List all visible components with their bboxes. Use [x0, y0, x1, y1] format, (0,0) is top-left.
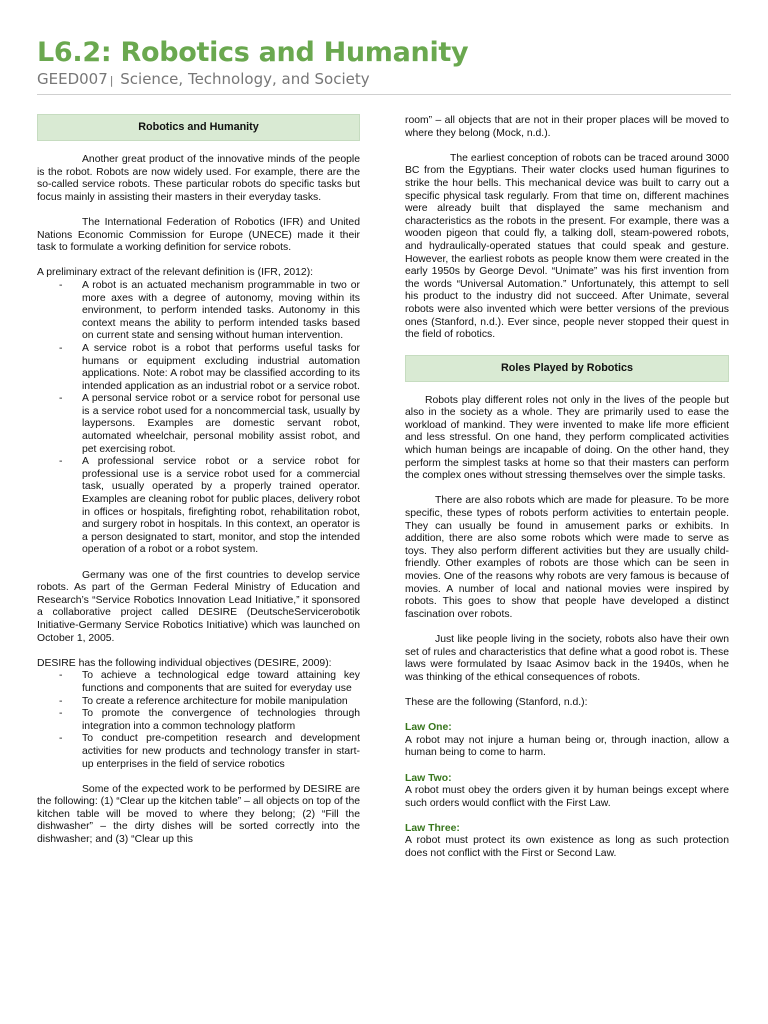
list-item: [59, 708, 360, 733]
title-code: L6.2:: [37, 37, 112, 68]
paragraph: The earliest conception of robots can be traced around 3000 BC from the Egyptians. Their water clocks used human figurines to strike the hour bells. This mechanical device was built to carry out a specific physical task regularly. From that time on, different machines were already built that displayed the same mechanism and characteristics as the robots in the present. For example, there was a wooden pigeon that could fly, a talking doll, steam-powered robots, and hydraulically-operated statues that could speak and gesture. However, the earliest robots as people know them were created in the early 1950s by George Devol. “Unimate” was his first invention from the words “Universal Automation.” Unfortunately, this attempt to sell his product to the industry did not succeed. After Unimate, several robots were also invented which were better versions of the previous ones (Stanford, n.d.). Ever since, people never stopped their quest in the field of robotics.: [405, 152, 729, 341]
right-column: [405, 115, 729, 873]
list-item: [59, 342, 360, 393]
dash-bullet: -: [59, 708, 63, 720]
left-column: [37, 114, 360, 859]
list-item: [59, 393, 360, 456]
objectives-list: [37, 670, 360, 771]
header-divider: [37, 94, 731, 95]
list-item: [59, 733, 360, 771]
law-text: A robot may not injure a human being or, through inaction, allow a human being to come to harm.: [405, 734, 729, 759]
paragraph: There are also robots which are made for pleasure. To be more specific, these types of robots perform activities to entertain people. They can usually be found in amusement parks or exhibits. In addition, there are also some robots which were made to serve as toys. They also perform different activities but they are usually child-friendly. Other examples of robots are those which can be seen in movies. One of the reasons why robots are very famous is because of movies. A number of local and national movies were inspired by robots. This goes to show that people have developed a distinct fascination over robots.: [405, 495, 729, 620]
law-heading: Law Three:: [405, 822, 460, 834]
section-banner-robotics-and-humanity: Robotics and Humanity: [37, 114, 360, 141]
list-item-text: To promote the convergence of technologies through integration into a common technology platform: [82, 708, 360, 732]
dash-bullet: -: [59, 279, 63, 291]
dash-bullet: -: [59, 733, 63, 745]
law-text: A robot must obey the orders given it by human beings except where such orders would conflict with the First Law.: [405, 785, 729, 809]
course-code: GEED007: [37, 70, 108, 88]
list-item-text: To conduct pre-competition research and development activities for new products and technology transfer in start-up enterprises in the field of service robotics: [82, 733, 360, 770]
law-text: A robot must protect its own existence as long as such protection does not conflict with the First or Second Law.: [405, 835, 729, 860]
dash-bullet: -: [59, 695, 63, 707]
law-heading: Law Two:: [405, 772, 452, 784]
list-item: [59, 456, 360, 557]
list-item-text: A service robot is a robot that performs useful tasks for humans or equipment excluding industrial automation applications. Note: A robot may be classified according to its intended application as an industrial robot or a service robot.: [82, 342, 360, 392]
definition-list: [37, 280, 360, 557]
dash-bullet: -: [59, 456, 63, 468]
title-text: Robotics and Humanity: [120, 37, 469, 68]
paragraph: A preliminary extract of the relevant definition is (IFR, 2012):: [37, 267, 314, 279]
list-item: [59, 670, 360, 695]
law-heading: Law One:: [405, 722, 452, 734]
course-name: Science, Technology, and Society: [120, 70, 370, 88]
list-item-text: To create a reference architecture for mobile manipulation: [82, 695, 348, 707]
paragraph: The International Federation of Robotics (IFR) and United Nations Economic Commission for Europe (UNECE) made it their task to formulate a working definition for service robots.: [37, 216, 360, 254]
dash-bullet: -: [59, 670, 63, 682]
dash-bullet: -: [59, 393, 63, 405]
dash-bullet: -: [59, 342, 63, 354]
paragraph: Just like people living in the society, robots also have their own set of rules and characteristics that define what a good robot is. These laws were formulated by Isaac Asimov back in the 1940s, when he was thinking of the ethical consequences of robots.: [405, 633, 729, 683]
list-item-text: To achieve a technological edge toward attaining key functions and components that are suited for everyday use: [82, 670, 360, 694]
list-item: [59, 695, 360, 709]
paragraph: Another great product of the innovative minds of the people is the robot. Robots are now widely used. For example, there are the so-called service robots. These particular robots do specific tasks but focus mainly in assisting their masters in their everyday tasks.: [37, 154, 360, 203]
paragraph: DESIRE has the following individual objectives (DESIRE, 2009):: [37, 657, 332, 669]
paragraph: Some of the expected work to be performed by DESIRE are the following: (1) “Clear up the kitchen table” – all objects on top of the kitchen table will be moved to where they belong; (2) “Fill the dishwasher” – the dirty dishes will be sorted correctly into the dishwasher; and (3) “Clear up this: [37, 783, 360, 846]
list-item-text: A robot is an actuated mechanism programmable in two or more axes with a degree of autonomy, moving within its environment, to perform intended tasks. Autonomy in this context means the ability to perform intended tasks based on current state and sensing without human intervention.: [82, 279, 360, 342]
paragraph: Germany was one of the first countries to develop service robots. As part of the German Federal Ministry of Education and Research’s “Service Robotics Innovation Lead Initiative,” it sponsored a collaborative project called DESIRE (DeutscheServicerobotik Initiative-Germany Service Robotics Initiative) which was launched on October 1, 2005.: [37, 569, 360, 644]
paragraph: Robots play different roles not only in the lives of the people but also in the society as a whole. They are primarily used to ease the workload of mankind. They were invented to make life more efficient and less stressful. On one hand, they perform complicated activities which human beings are incapable of doing. On the other hand, they perform the simplest tasks at home so that their masters can perform the complex ones without stressing themselves over the simple tasks.: [405, 394, 729, 482]
page-title: [37, 36, 737, 70]
list-item-text: A professional service robot or a service robot for professional use is a service robot used for a commercial task, usually operated by a properly trained operator. Examples are cleaning robot for public places, delivery robot in offices or hospitals, firefighting robot, rehabilitation robot, and surgery robot in hospitals. In this context, an operator is a person designated to start, monitor, and stop the intended operation of a robot or a robot system.: [82, 456, 360, 556]
course-subtitle: [37, 70, 737, 90]
paragraph: These are the following (Stanford, n.d.):: [405, 696, 588, 708]
paragraph: room” – all objects that are not in their proper places will be moved to where they belong (Mock, n.d.).: [405, 115, 729, 139]
page-header: [37, 36, 737, 90]
section-banner-roles-played-by-robotics: Roles Played by Robotics: [405, 355, 729, 382]
list-item-text: A personal service robot or a service robot for personal use is a service robot used for a noncommercial task, usually by laypersons. Examples are domestic servant robot, automated wheelchair, personal mobility assist robot, and pet exercising robot.: [82, 393, 360, 455]
subtitle-separator: |: [109, 74, 114, 87]
list-item: [59, 279, 360, 343]
